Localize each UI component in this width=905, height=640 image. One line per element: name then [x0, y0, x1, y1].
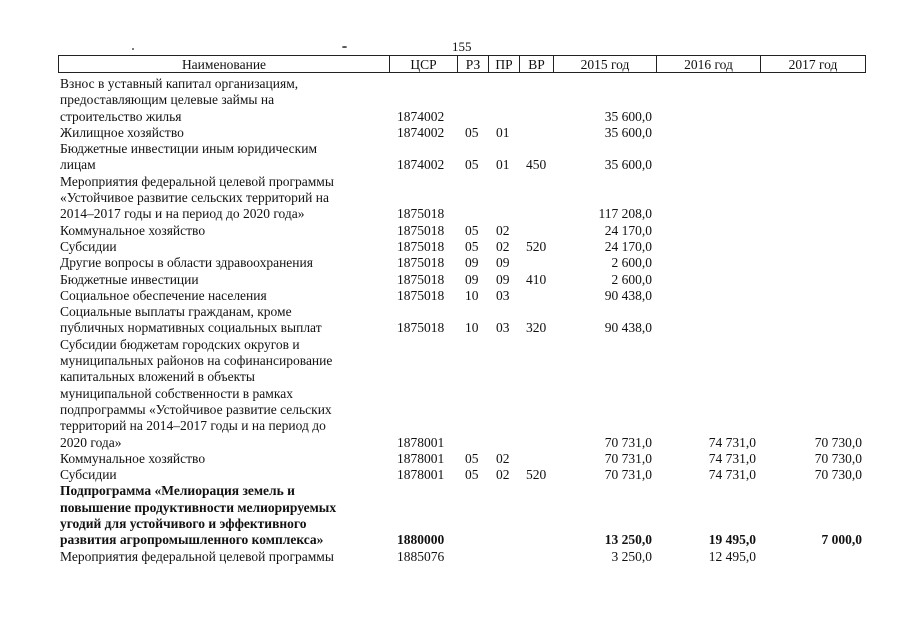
row-rz: 05: [465, 157, 479, 173]
row-csr: 1875018: [397, 320, 445, 336]
row-name: Социальные выплаты гражданам, кроме публичных нормативных социальных выплат: [60, 304, 322, 336]
row-pr: 02: [496, 238, 510, 254]
header-rz: РЗ: [458, 56, 489, 72]
row-rz: 05: [465, 124, 479, 140]
row-2017: 70 730,0: [814, 450, 862, 466]
row-name: Субсидии бюджетам городских округов и муниципальных районов на софинансирование капитальных вложений в объекты муниципальной собственности в рамках подпрограммы «Устойчивое развитие сельских территорий на 2014–2017 годы и на период до 2020 года»: [60, 336, 333, 450]
table-body: [60, 76, 866, 565]
row-name: Взнос в уставный капитал организациям, предоставляющим целевые займы на строительство жилья: [60, 76, 299, 124]
row-vr: 320: [526, 320, 547, 336]
page-number: 155: [452, 39, 472, 54]
row-pr: 09: [496, 255, 510, 271]
row-name: Подпрограмма «Мелиорация земель и повышение продуктивности мелиорируемых угодий для устойчивого и эффективного развития агропромышленного комплекса»: [60, 483, 337, 548]
row-2015: 70 731,0: [604, 467, 652, 483]
table-row: [60, 304, 866, 337]
row-name: Субсидии: [60, 467, 117, 483]
table-row: [60, 467, 866, 483]
row-rz: 10: [465, 287, 479, 303]
row-name: Коммунальное хозяйство: [60, 450, 206, 466]
row-csr: 1878001: [397, 450, 445, 466]
row-2015: 35 600,0: [604, 157, 652, 173]
row-name: Субсидии: [60, 238, 117, 254]
row-2015: 90 438,0: [604, 287, 652, 303]
scan-speck: [132, 48, 134, 50]
row-2015: 70 731,0: [604, 434, 652, 450]
row-2015: 2 600,0: [611, 271, 652, 287]
row-name: Коммунальное хозяйство: [60, 222, 206, 238]
header-2016: 2016 год: [657, 56, 761, 72]
table-row: [60, 239, 866, 255]
row-csr: 1880000: [397, 532, 445, 548]
header-2017: 2017 год: [788, 57, 838, 72]
table-row: [60, 223, 866, 239]
row-csr: 1885076: [397, 548, 445, 564]
row-pr: 02: [496, 467, 510, 483]
header-vr: ВР: [520, 56, 554, 72]
row-2017: 70 730,0: [814, 467, 862, 483]
row-2015: 2 600,0: [611, 255, 652, 271]
row-2017: 70 730,0: [814, 434, 862, 450]
row-pr: 03: [496, 320, 510, 336]
row-pr: 03: [496, 287, 510, 303]
header-name: Наименование: [59, 56, 390, 72]
row-2015: 35 600,0: [604, 108, 652, 124]
row-pr: 09: [496, 271, 510, 287]
table-row: [60, 337, 866, 451]
row-vr: 520: [526, 238, 547, 254]
row-name: Другие вопросы в области здравоохранения: [60, 255, 313, 271]
table-row: [60, 272, 866, 288]
row-2015: 13 250,0: [604, 532, 652, 548]
row-name: Мероприятия федеральной целевой программы: [60, 548, 334, 564]
row-vr: 520: [526, 467, 547, 483]
row-rz: 09: [465, 255, 479, 271]
row-csr: 1875018: [397, 206, 445, 222]
row-name: Бюджетные инвестиции: [60, 271, 199, 287]
table-row: [60, 174, 866, 223]
row-csr: 1874002: [397, 108, 445, 124]
row-csr: 1874002: [397, 124, 445, 140]
row-2015: 90 438,0: [604, 320, 652, 336]
table-row: [60, 141, 866, 174]
table-row: [60, 288, 866, 304]
row-rz: 05: [465, 238, 479, 254]
row-2016: 74 731,0: [708, 434, 756, 450]
header-csr: ЦСР: [390, 56, 458, 72]
row-name: Бюджетные инвестиции иным юридическим лицам: [60, 141, 317, 173]
row-rz: 10: [465, 320, 479, 336]
row-2015: 70 731,0: [604, 450, 652, 466]
row-2017: 7 000,0: [821, 532, 862, 548]
table-row: [60, 76, 866, 125]
row-rz: 05: [465, 467, 479, 483]
row-csr: 1875018: [397, 222, 445, 238]
row-vr: 410: [526, 271, 547, 287]
row-csr: 1875018: [397, 287, 445, 303]
scan-speck: [342, 46, 347, 48]
row-pr: 01: [496, 124, 510, 140]
row-2015: 35 600,0: [604, 124, 652, 140]
row-2015: 3 250,0: [611, 548, 652, 564]
row-2016: 74 731,0: [708, 450, 756, 466]
row-pr: 01: [496, 157, 510, 173]
row-name: Социальное обеспечение населения: [60, 287, 267, 303]
row-2015: 24 170,0: [604, 222, 652, 238]
table-row: [60, 549, 866, 565]
row-2016: 19 495,0: [708, 532, 756, 548]
row-2015: 117 208,0: [598, 206, 652, 222]
header-2015: 2015 год: [554, 56, 657, 72]
row-pr: 02: [496, 222, 510, 238]
row-pr: 02: [496, 450, 510, 466]
header-pr: ПР: [489, 56, 520, 72]
table-row: [60, 255, 866, 271]
row-name: Мероприятия федеральной целевой программы «Устойчивое развитие сельских территорий на 2014–2017 годы и на период до 2020 года»: [60, 173, 334, 222]
row-2016: 12 495,0: [708, 548, 756, 564]
row-csr: 1875018: [397, 238, 445, 254]
row-csr: 1878001: [397, 434, 445, 450]
row-rz: 09: [465, 271, 479, 287]
row-name: Жилищное хозяйство: [60, 124, 184, 140]
row-csr: 1878001: [397, 467, 445, 483]
row-rz: 05: [465, 450, 479, 466]
table-row: [60, 451, 866, 467]
row-vr: 450: [526, 157, 547, 173]
row-csr: 1875018: [397, 255, 445, 271]
row-2015: 24 170,0: [604, 238, 652, 254]
row-csr: 1875018: [397, 271, 445, 287]
row-2016: 74 731,0: [708, 467, 756, 483]
row-rz: 05: [465, 222, 479, 238]
row-csr: 1874002: [397, 157, 445, 173]
table-header: [58, 55, 866, 73]
table-row-subprogram: [60, 483, 866, 548]
table-row: [60, 125, 866, 141]
